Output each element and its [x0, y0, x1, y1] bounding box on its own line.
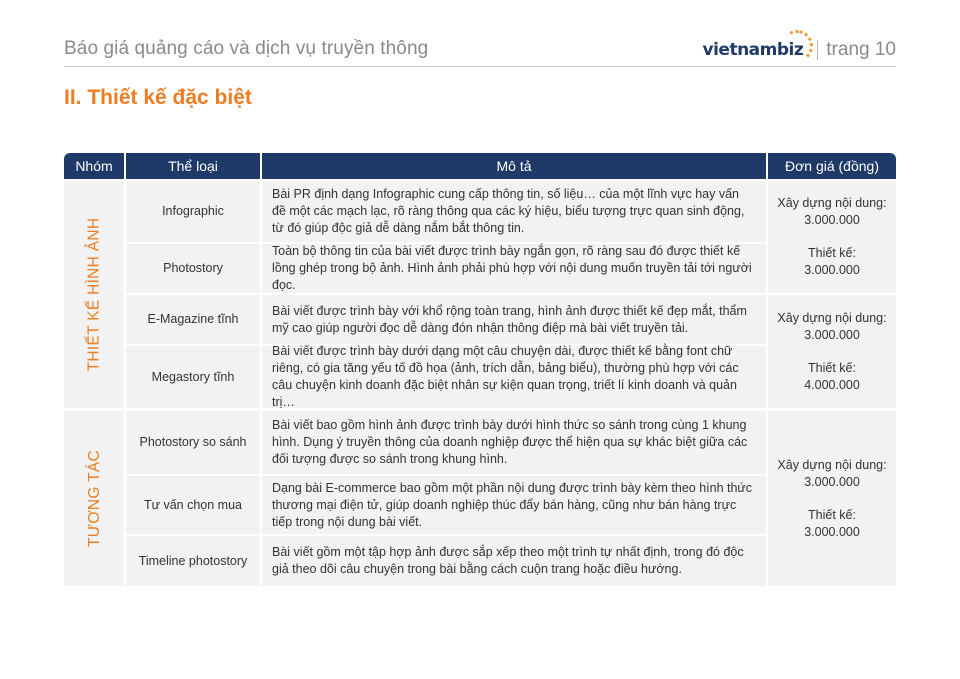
type-cell: E-Magazine tĩnh [126, 295, 260, 344]
vietnambiz-logo: vietnambiz [703, 40, 804, 60]
group-cell-image-design [64, 181, 124, 408]
document-title: Báo giá quảng cáo và dịch vụ truyền thông [64, 38, 429, 59]
type-cell: Megastory tĩnh [126, 346, 260, 408]
content-label: Xây dựng nội dung: [777, 196, 887, 210]
type-cell: Tư vấn chọn mua [126, 476, 260, 534]
description-cell: Bài viết gồm một tập hợp ảnh được sắp xếp theo một trình tự nhất định, trong đó độc giả theo dõi câu chuyện trong bài bằng cách cuộn trang hoặc điều hướng. [262, 536, 766, 586]
design-label: Thiết kế: [808, 507, 856, 522]
column-header-price: Đơn giá (đồng) [768, 153, 896, 179]
design-label: Thiết kế: [808, 360, 856, 375]
design-price: 3.000.000 [804, 524, 860, 539]
content-label: Xây dựng nội dung: [777, 457, 887, 472]
description-cell: Dạng bài E-commerce bao gồm một phần nội dung được trình bày kèm theo hình thức thương mại điện tử, giúp doanh nghiệp thúc đẩy bán hàng, cũng như bán hàng trực tiếp trong nội dung bài viết. [262, 476, 766, 534]
type-cell: Photostory so sánh [126, 411, 260, 474]
description-cell: Bài PR định dạng Infographic cung cấp thông tin, số liệu… của một lĩnh vực hay vấn đề một các mạch lạc, rõ ràng thông qua các ký hiệu, biểu tượng trực quan sinh động, từ đó giúp độc giả dễ dàng nắm bắt thông tin. [262, 181, 766, 242]
column-header-group: Nhóm [64, 153, 124, 179]
pricing-table [64, 153, 896, 586]
content-price: 3.000.000 [804, 327, 860, 342]
design-label: Thiết kế: [808, 246, 856, 260]
description-cell: Bài viết được trình bày với khổ rộng toàn trang, hình ảnh được thiết kế đẹp mắt, thẩm mỹ cao giúp người đọc dễ dàng đón nhận thông điệp mà bài viết truyền tải. [262, 295, 766, 344]
price-cell [768, 181, 896, 293]
design-price: 3.000.000 [804, 263, 860, 277]
content-price: 3.000.000 [804, 474, 860, 489]
design-price: 4.000.000 [804, 377, 860, 392]
group-label: TƯƠNG TÁC [85, 450, 103, 547]
type-cell: Infographic [126, 181, 260, 242]
column-header-type: Thể loại [126, 153, 260, 179]
group-label: THIẾT KẾ HÌNH ẢNH [85, 217, 103, 372]
description-cell: Bài viết bao gồm hình ảnh được trình bày dưới hình thức so sánh trong cùng 1 khung hình. Dụng ý truyền thông của doanh nghiệp được thể hiện qua sự khác biệt giữa các đối tượng được so sánh trong khung hình. [262, 411, 766, 474]
price-cell [768, 411, 896, 586]
brand-divider [817, 40, 818, 60]
type-cell: Photostory [126, 244, 260, 293]
page-number: trang 10 [826, 39, 896, 60]
content-price: 3.000.000 [804, 213, 860, 227]
section-title: II. Thiết kế đặc biệt [64, 86, 252, 109]
description-cell: Toàn bộ thông tin của bài viết được trình bày ngắn gọn, rõ ràng sau đó được thiết kế lồng ghép trong bộ ảnh. Hình ảnh phải phù hợp với nội dung muốn truyền tải tới người đọc. [262, 244, 766, 293]
price-cell [768, 295, 896, 408]
brand-block [703, 38, 896, 62]
column-header-description: Mô tả [262, 153, 766, 179]
group-cell-interactive [64, 411, 124, 586]
page-header [64, 36, 896, 67]
type-cell: Timeline photostory [126, 536, 260, 586]
content-label: Xây dựng nội dung: [777, 310, 887, 325]
description-cell: Bài viết được trình bày dưới dạng một câu chuyện dài, được thiết kế bằng font chữ riêng, có gia tăng yếu tố đồ họa (ảnh, trích dẫn, bảng biểu), thường phù hợp với các câu chuyện kinh doanh đặc biệt nhân sự kiện quan trọng, triết lí kinh doanh và quản trị… [262, 346, 766, 408]
